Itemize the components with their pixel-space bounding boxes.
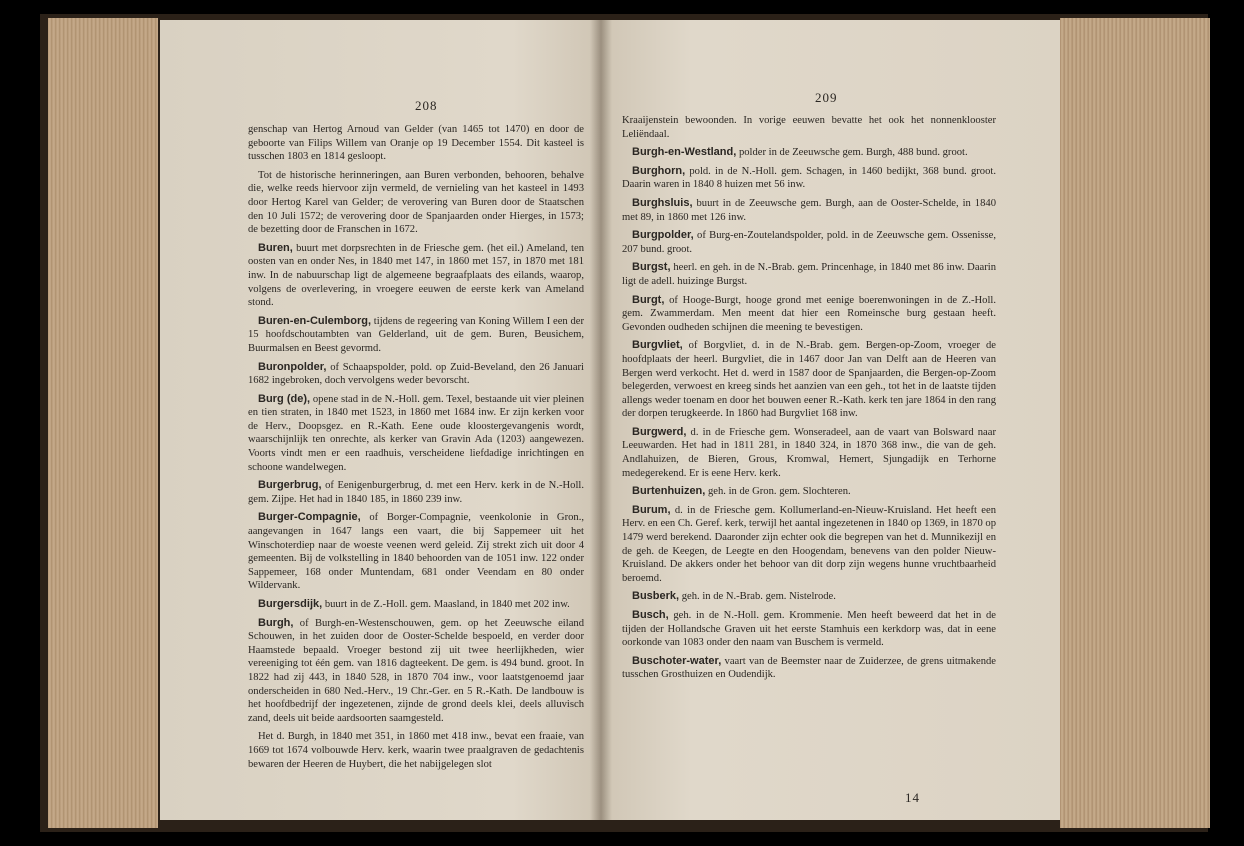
entry-paragraph [622, 590, 996, 604]
entry-paragraph [622, 655, 996, 682]
signature-mark: 14 [905, 790, 920, 805]
entry-text: of Borgvliet, d. in de N.-Brab. gem. Bergen-op-Zoom, vroeger de hoofdplaats der heerl. Burgvliet, die in 1467 door Jan van Delft aan de Heeren van Bergen werd verkocht. Het d. werd in 1587 door de Spanjaarden, die Bergen-op-Zoom belegerden, verwoest en kreeg sinds het aanzien van een geh., tot het in de laatste tijden allengs weder toenam en door het bouwen eener R.-Kath. kerk ten jare 1864 in den rang der dorpen terugkeerde. In 1860 had Burgvliet 168 inw. [622, 340, 996, 420]
headword: Burgvliet, [632, 339, 683, 352]
entry-paragraph [248, 393, 584, 475]
entry-paragraph [622, 114, 996, 141]
left-page [160, 20, 600, 820]
headword: Burghsluis, [632, 196, 693, 209]
entry-paragraph [622, 261, 996, 288]
headword: Buronpolder, [258, 360, 327, 373]
headword: Burgh-en-Westland, [632, 146, 737, 159]
entry-text: vaart van de Beemster naar de Zuiderzee, de grens uitmakende tusschen Grosthuizen en Oudendijk. [622, 655, 996, 681]
headword: Busberk, [632, 590, 680, 603]
entry-text: of Borger-Compagnie, veenkolonie in Gron., aangevangen in 1647 langs een vaart, die bij Sappemeer uit het Winschoterdiep naar de woeste veenen werd geleid. Zij strekt zich uit door 4 gemeenten. Bij de volkstelling in 1840 behoorden van de 1051 inw. 122 onder Sappemeer, 168 onder Muntendam, 681 onder Veendam en 80 onder Wildervank. [248, 512, 584, 592]
headword: Burum, [632, 503, 671, 516]
entry-text: buurt in de Z.-Holl. gem. Maasland, in 1840 met 202 inw. [322, 599, 570, 610]
entry-text: Tot de historische herinneringen, aan Buren verbonden, behooren, behalve die, welke reeds hiervoor zijn vermeld, de vernieling van het kasteel in 1493 door Hertog Karel van Gelder; de verovering van Buren door de Staatschen den 10 Juli 1572; de verovering door de Spanjaarden onder Hierges, in 1573; de bezetting door de Franschen in 1672. [248, 169, 584, 236]
entry-text: polder in de Zeeuwsche gem. Burgh, 488 bund. groot. [736, 147, 968, 159]
headword: Buren-en-Culemborg, [258, 314, 372, 327]
page-number: 209 [815, 90, 838, 105]
entry-paragraph [248, 730, 584, 771]
headword: Buschoter-water, [632, 654, 722, 667]
entry-text: buurt in de Zeeuwsche gem. Burgh, aan de Ooster-Schelde, in 1840 met 89, in 1860 met 126 inw. [622, 197, 996, 223]
headword: Burger-Compagnie, [258, 511, 361, 524]
entry-paragraph [248, 479, 584, 506]
entry-text: buurt met dorpsrechten in de Friesche gem. (het eil.) Ameland, ten oosten van en onder Nes, in 1840 met 147, in 1860 met 157, in 1870 met 181 inw. In de nabuurschap ligt de algemeene begraafplaats des eilands, waarop, volgens de overlevering, in vroegere eeuwen de eerste kerk van Ameland stond. [248, 242, 584, 309]
entry-text: pold. in de N.-Holl. gem. Schagen, in 1460 bedijkt, 368 bund. groot. Daarin waren in 1840 8 huizen met 56 inw. [622, 165, 996, 191]
headword: Burgst, [632, 261, 671, 274]
page-edges-left [48, 18, 158, 828]
entry-text: geh. in de Gron. gem. Slochteren. [705, 486, 851, 498]
entry-text: Kraaijenstein bewoonden. In vorige eeuwen bevatte het ook het nonnenklooster Leliëndaal. [622, 115, 996, 140]
text-column [622, 114, 996, 687]
entry-text: opene stad in de N.-Holl. gem. Texel, bestaande uit vier pleinen en tien straten, in 1840 met 1523, in 1860 met 1684 inw. Er zijn kerken voor de Herv., Doopsgez. en R.-Kath. Eene oude kloostergevangenis wordt, waarschijnlijk ten onrechte, als kerker van Gravin Ada (1203) aangewezen. Voorts vindt men er een raadhuis, verscheidene liefdadige inrichtingen en schoone wandelwegen. [248, 393, 584, 473]
entry-text: of Schaapspolder, pold. op Zuid-Beveland, den 26 Januari 1682 ingebroken, doch vervolgens weder bevorscht. [248, 361, 584, 387]
headword: Burghorn, [632, 164, 686, 177]
headword: Burgt, [632, 293, 665, 306]
entry-paragraph [622, 146, 996, 160]
headword: Burgerbrug, [258, 479, 322, 492]
headword: Burgwerd, [632, 425, 687, 438]
entry-paragraph [622, 294, 996, 335]
entry-paragraph [248, 242, 584, 310]
entry-paragraph [248, 617, 584, 726]
entry-paragraph [622, 426, 996, 480]
right-page [600, 20, 1060, 820]
entry-text: d. in de Friesche gem. Kollumerland-en-Nieuw-Kruisland. Het heeft een Herv. en een Ch. Geref. kerk, terwijl het aantal ingezetenen in 1840 op 1369, in 1870 op 1479 werd berekend. Daaronder zijn echter ook die begrepen van het d. Munnikezijl en de geh. de Keegen, de Leegte en den Hoogendam, benevens van den polder Nieuw-Kruisland. De akkers onder het behoor van dit dorp zijn wegens hunne vruchtbaarheid beroemd. [622, 504, 996, 584]
entry-paragraph [622, 339, 996, 421]
entry-paragraph [622, 485, 996, 499]
entry-text: Het d. Burgh, in 1840 met 351, in 1860 met 418 inw., bevat een fraaie, van 1669 tot 1674 volbouwde Herv. kerk, waarin twee praalgraven de gedachtenis bewaren der Heeren de Huybert, die het nabijgelegen slot [248, 731, 584, 770]
entry-paragraph [622, 229, 996, 256]
text-column [248, 123, 584, 776]
headword: Burg (de), [258, 392, 311, 405]
entry-text: of Hooge-Burgt, hooge grond met eenige boerenwoningen in de Z.-Holl. gem. Zwammerdam. Men meent dat hier een Romeinsche burg gestaan heeft. Gevonden oudheden schijnen die meening te bevestigen. [622, 294, 996, 333]
entry-text: geh. in de N.-Brab. gem. Nistelrode. [679, 591, 836, 603]
headword: Burgersdijk, [258, 598, 323, 610]
entry-text: tijdens de regeering van Koning Willem I een der 15 hoofdschoutambten van Gelderland, uit de gem. Buren, Beusichem, Buurmalsen en Beest gevormd. [248, 315, 584, 354]
entry-text: genschap van Hertog Arnoud van Gelder (van 1465 tot 1470) en door de geboorte van Filips Willem van Oranje op 19 December 1554. Dit kasteel is tusschen 1803 en 1814 gesloopt. [248, 124, 584, 163]
headword: Buren, [258, 241, 293, 254]
entry-text: geh. in de N.-Holl. gem. Krommenie. Men heeft beweerd dat het in de tijden der Hollandsche Graven uit het eerste Stamhuis een kerkdorp was, dat in eene oorkonde van 1083 onder den naam van Buschem is vermeld. [622, 610, 996, 649]
entry-paragraph [622, 609, 996, 650]
entry-text: of Burg-en-Zoutelandspolder, pold. in de Zeeuwsche gem. Ossenisse, 207 bund. groot. [622, 230, 996, 255]
entry-paragraph [622, 504, 996, 586]
entry-paragraph [248, 169, 584, 237]
entry-paragraph [248, 511, 584, 593]
entry-text: d. in de Friesche gem. Wonseradeel, aan de vaart van Bolsward naar Leeuwarden. Het had in 1811 281, in 1840 324, in 1870 368 inw., die van de geh. Andlahuizen, de Bieren, Grous, Kromwal, Hemert, Sjungadijk en Terhorne medegerekend. Er is eene Herv. kerk. [622, 426, 996, 479]
entry-text: heerl. en geh. in de N.-Brab. gem. Princenhage, in 1840 met 86 inw. Daarin ligt de adell. huizinge Burgst. [622, 262, 996, 287]
entry-paragraph [622, 197, 996, 224]
entry-paragraph [248, 315, 584, 356]
gutter-shadow [590, 20, 612, 820]
entry-text: of Burgh-en-Westenschouwen, gem. op het Zeeuwsche eiland Schouwen, in het zuiden door de Ooster-Schelde bespoeld, en verder door Haamstede bepaald. Vroeger bestond zij uit twee heerlijkheden, wier vereeniging tot één gem. van 1816 dagteekent. De gem. is 494 bund. groot. In 1822 had zij 443, in 1840 528, in 1870 704 inw., voor laatstgenoemd jaar onderscheiden in 680 Ned.-Herv., 19 Chr.-Ger. en 5 R.-Kath. De landbouw is het hoofdbedrijf der ingezetenen, zijnde de grond deels klei, deels alluvisch zand, deels uit beide aardsoorten saamgesteld. [248, 617, 584, 724]
entry-text: of Eenigenburgerbrug, d. met een Herv. kerk in de N.-Holl. gem. Zijpe. Het had in 1840 185, in 1860 239 inw. [248, 480, 584, 505]
entry-paragraph [248, 123, 584, 164]
page-number: 208 [415, 98, 438, 113]
entry-paragraph [248, 598, 584, 612]
page-edges-right [1060, 18, 1210, 828]
headword: Busch, [632, 609, 669, 621]
entry-paragraph [248, 361, 584, 388]
headword: Burgh, [258, 616, 294, 629]
headword: Burtenhuizen, [632, 485, 706, 498]
entry-paragraph [622, 165, 996, 192]
headword: Burgpolder, [632, 229, 694, 242]
